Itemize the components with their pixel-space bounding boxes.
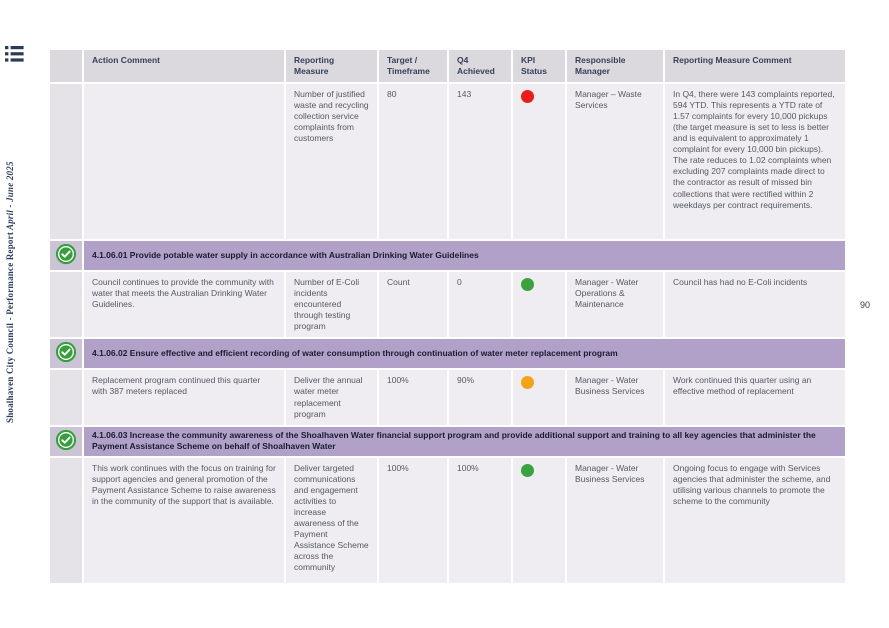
q4-achieved-cell: 90% bbox=[449, 370, 511, 424]
section-title: 4.1.06.03 Increase the community awareness of the Shoalhaven Water financial support program and provide additional support and training to all key agencies that administer the Payment Assistance Scheme on behalf of Shoalhaven Water bbox=[84, 427, 845, 456]
reporting-measure-cell: Deliver targeted communications and engagement activities to increase awareness of the Payment Assistance Scheme across the community bbox=[286, 458, 377, 583]
kpi-status-dot bbox=[521, 376, 534, 389]
bookmarks-list-icon[interactable] bbox=[5, 45, 24, 63]
section-header-row bbox=[50, 339, 845, 368]
header-check-col bbox=[50, 50, 82, 82]
action-comment-cell bbox=[84, 84, 284, 239]
check-circle-icon bbox=[55, 341, 77, 363]
kpi-status-cell bbox=[513, 84, 565, 239]
header-q4-achieved: Q4 Achieved bbox=[449, 50, 511, 82]
header-responsible-manager: Responsible Manager bbox=[567, 50, 663, 82]
section-title: 4.1.06.01 Provide potable water supply in accordance with Australian Drinking Water Guidelines bbox=[84, 241, 845, 270]
kpi-status-cell bbox=[513, 370, 565, 424]
table-row bbox=[50, 370, 845, 424]
action-comment-cell: Replacement program continued this quarter with 387 meters replaced bbox=[84, 370, 284, 424]
responsible-manager-cell: Manager - Water Operations & Maintenance bbox=[567, 272, 663, 337]
header-action-comment: Action Comment bbox=[84, 50, 284, 82]
check-circle-icon bbox=[55, 429, 77, 451]
list-icon bbox=[5, 45, 24, 63]
row-status-cell bbox=[50, 458, 82, 583]
target-cell: 100% bbox=[379, 458, 447, 583]
section-title: 4.1.06.02 Ensure effective and efficient recording of water consumption through continuation of water meter replacement program bbox=[84, 339, 845, 368]
responsible-manager-cell: Manager - Water Business Services bbox=[567, 458, 663, 583]
header-reporting-measure: Reporting Measure bbox=[286, 50, 377, 82]
check-circle-icon bbox=[55, 243, 77, 265]
action-comment-cell: Council continues to provide the community with water that meets the Australian Drinking Water Guidelines. bbox=[84, 272, 284, 337]
header-reporting-measure-comment: Reporting Measure Comment bbox=[665, 50, 845, 82]
section-status-cell bbox=[50, 427, 82, 456]
reporting-measure-cell: Number of E-Coli incidents encountered through testing program bbox=[286, 272, 377, 337]
document-spine-title bbox=[2, 108, 18, 476]
target-cell: 100% bbox=[379, 370, 447, 424]
action-comment-cell: This work continues with the focus on training for support agencies and general promotion of the Payment Assistance Scheme to raise awareness in the community of the support that is available. bbox=[84, 458, 284, 583]
row-status-cell bbox=[50, 272, 82, 337]
table-row bbox=[50, 272, 845, 337]
kpi-status-dot bbox=[521, 90, 534, 103]
q4-achieved-cell: 0 bbox=[449, 272, 511, 337]
section-header-row bbox=[50, 427, 845, 456]
header-target-timeframe: Target / Timeframe bbox=[379, 50, 447, 82]
table-row bbox=[50, 458, 845, 583]
section-header-row bbox=[50, 241, 845, 270]
page-number: 90 bbox=[860, 300, 871, 310]
spine-title-text: Shoalhaven City Council - Performance Report bbox=[5, 232, 15, 424]
table-header-row bbox=[50, 50, 845, 82]
reporting-measure-comment-cell: In Q4, there were 143 complaints reported, 594 YTD. This represents a YTD rate of 1.57 complaints for every 10,000 pickups (the target measure is set to less is better and is equivalent to approximately 1 complaint for every 10,000 bin pickups). The rate reduces to 1.02 complaints when excluding 207 complaints made direct to the contractor as result of missed bin collections that were rectified within 2 weekdays per contract requirements. bbox=[665, 84, 845, 239]
section-status-cell bbox=[50, 339, 82, 368]
kpi-status-dot bbox=[521, 278, 534, 291]
header-kpi-status: KPI Status bbox=[513, 50, 565, 82]
responsible-manager-cell: Manager - Water Business Services bbox=[567, 370, 663, 424]
section-status-cell bbox=[50, 241, 82, 270]
reporting-measure-comment-cell: Council has had no E-Coli incidents bbox=[665, 272, 845, 337]
q4-achieved-cell: 100% bbox=[449, 458, 511, 583]
reporting-measure-comment-cell: Work continued this quarter using an effective method of replacement bbox=[665, 370, 845, 424]
row-status-cell bbox=[50, 84, 82, 239]
target-cell: Count bbox=[379, 272, 447, 337]
target-cell: 80 bbox=[379, 84, 447, 239]
q4-achieved-cell: 143 bbox=[449, 84, 511, 239]
spine-period-text: April - June 2025 bbox=[5, 160, 15, 230]
row-status-cell bbox=[50, 370, 82, 424]
kpi-status-cell bbox=[513, 458, 565, 583]
kpi-status-dot bbox=[521, 464, 534, 477]
reporting-measure-cell: Number of justified waste and recycling collection service complaints from customers bbox=[286, 84, 377, 239]
responsible-manager-cell: Manager – Waste Services bbox=[567, 84, 663, 239]
table-row bbox=[50, 84, 845, 239]
reporting-measure-cell: Deliver the annual water meter replacement program bbox=[286, 370, 377, 424]
kpi-status-cell bbox=[513, 272, 565, 337]
reporting-measure-comment-cell: Ongoing focus to engage with Services agencies that administer the scheme, and utilising various channels to promote the scheme to the community bbox=[665, 458, 845, 583]
performance-report-table bbox=[48, 48, 847, 585]
